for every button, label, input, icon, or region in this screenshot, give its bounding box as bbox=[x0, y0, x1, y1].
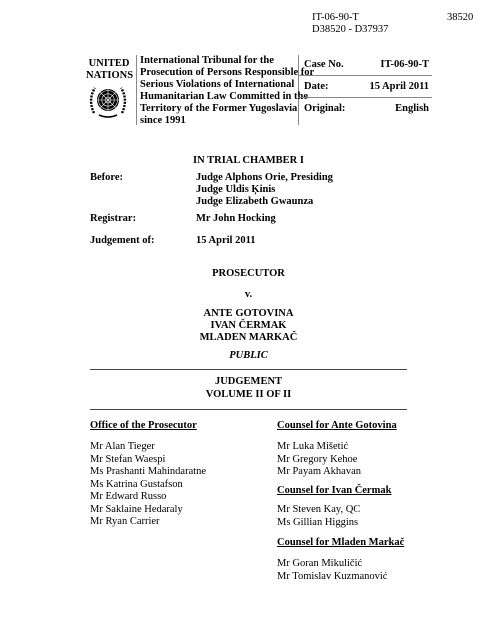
judgement-date-label: Judgement of: bbox=[90, 235, 155, 246]
case-stamp-line1: IT-06-90-T bbox=[312, 12, 359, 23]
before-label: Before: bbox=[90, 172, 124, 183]
case-no-value: IT-06-90-T bbox=[380, 59, 429, 70]
list-item: Mr Edward Russo bbox=[90, 491, 167, 502]
judge-name: Judge Alphons Orie, Presiding bbox=[196, 172, 333, 183]
defence-list-markac bbox=[277, 558, 387, 583]
chamber-heading: IN TRIAL CHAMBER I bbox=[193, 155, 304, 166]
accused-name: MLADEN MARKAČ bbox=[199, 332, 298, 343]
original-value: English bbox=[395, 103, 429, 114]
public-label: PUBLIC bbox=[229, 350, 268, 361]
list-item: Mr Saklaine Hedaraly bbox=[90, 503, 183, 515]
list-item: Mr Tomislav Kuzmanović bbox=[277, 570, 388, 582]
list-item: Mr Goran Mikuličić bbox=[277, 558, 363, 569]
prosecutor-heading: PROSECUTOR bbox=[212, 268, 285, 279]
date-label: Date: bbox=[304, 81, 329, 92]
divider bbox=[90, 369, 407, 370]
tribunal-name bbox=[140, 55, 315, 127]
versus: v. bbox=[244, 289, 253, 300]
prosecution-list bbox=[90, 441, 206, 529]
tribunal-line: since 1991 bbox=[140, 115, 186, 126]
defence-heading-gotovina: Counsel for Ante Gotovina bbox=[277, 420, 397, 431]
list-item: Mr Gregory Kehoe bbox=[277, 453, 358, 465]
accused-name: IVAN ČERMAK bbox=[210, 320, 287, 331]
judgement-date-value: 15 April 2011 bbox=[196, 235, 256, 246]
list-item: Ms Prashanti Mahindaratne bbox=[90, 466, 207, 477]
judge-name: Judge Uldis Ķinis bbox=[196, 184, 276, 195]
tribunal-line: International Tribunal for the bbox=[140, 55, 274, 66]
tribunal-line: Prosecution of Persons Responsible for bbox=[140, 67, 315, 78]
registrar-label: Registrar: bbox=[90, 213, 137, 224]
list-item: Mr Steven Kay, QC bbox=[277, 504, 361, 515]
tribunal-line: Serious Violations of International bbox=[140, 79, 295, 90]
accused-name: ANTE GOTOVINA bbox=[203, 308, 294, 319]
divider bbox=[90, 409, 407, 410]
list-item: Mr Luka Mišetić bbox=[277, 441, 349, 452]
list-item: Mr Alan Tieger bbox=[90, 441, 155, 452]
case-no-label: Case No. bbox=[304, 59, 344, 70]
list-item: Ms Katrina Gustafson bbox=[90, 478, 183, 490]
judges-list bbox=[196, 172, 333, 208]
defence-heading-markac: Counsel for Mladen Markač bbox=[277, 537, 405, 548]
list-item: Ms Gillian Higgins bbox=[277, 516, 359, 528]
defence-heading-cermak: Counsel for Ivan Čermak bbox=[277, 485, 392, 496]
tribunal-line: Humanitarian Law Committed in the bbox=[140, 91, 308, 102]
defence-list-gotovina bbox=[277, 441, 361, 479]
title-line2: VOLUME II OF II bbox=[205, 389, 292, 400]
defence-list-cermak bbox=[277, 504, 360, 529]
un-emblem-icon bbox=[89, 83, 127, 119]
prosecution-heading: Office of the Prosecutor bbox=[90, 420, 197, 431]
list-item: Mr Payam Akhavan bbox=[277, 466, 361, 477]
un-label-line2: NATIONS bbox=[86, 70, 134, 81]
list-item: Mr Ryan Carrier bbox=[90, 516, 160, 527]
date-value: 15 April 2011 bbox=[369, 81, 429, 92]
list-item: Mr Stefan Waespi bbox=[90, 453, 166, 465]
original-label: Original: bbox=[304, 103, 346, 114]
case-stamp-line2: D38520 - D37937 bbox=[312, 24, 389, 35]
registrar-value: Mr John Hocking bbox=[196, 213, 276, 224]
un-label-line1: UNITED bbox=[88, 58, 130, 69]
judge-name: Judge Elizabeth Gwaunza bbox=[196, 196, 314, 207]
page-number: 38520 bbox=[447, 12, 474, 23]
title-line1: JUDGEMENT bbox=[214, 376, 283, 387]
tribunal-line: Territory of the Former Yugoslavia bbox=[140, 103, 298, 114]
